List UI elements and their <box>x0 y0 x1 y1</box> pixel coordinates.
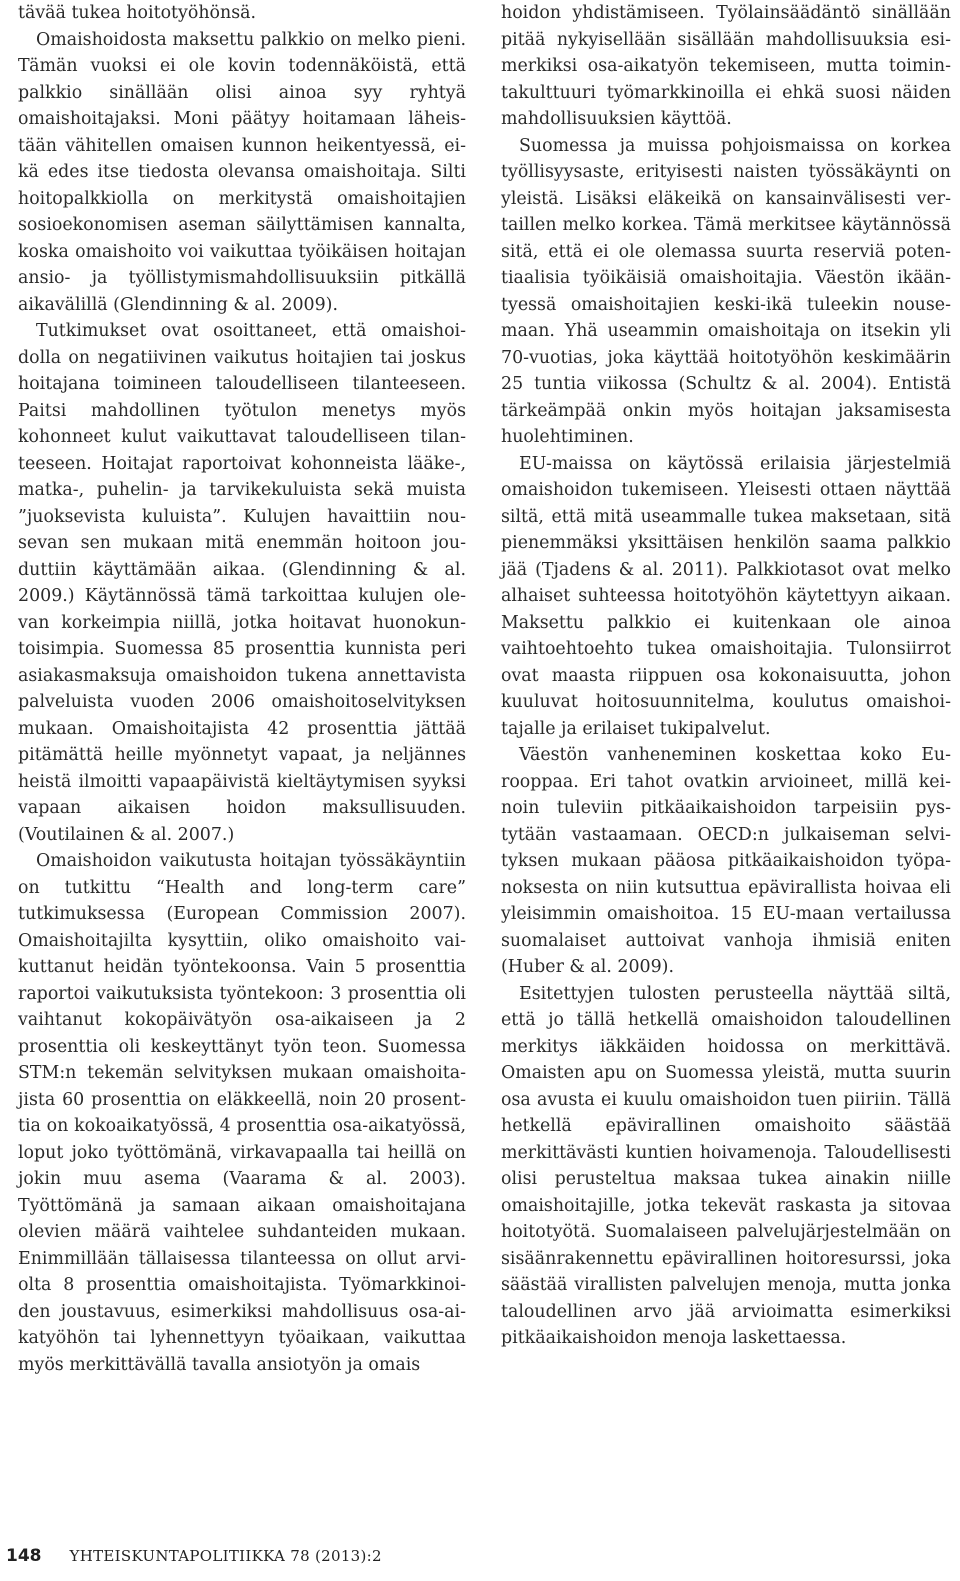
left-text-column <box>18 0 466 1378</box>
paragraph-continuation: tävää tukea hoitotyöhönsä. <box>18 3 257 23</box>
page-footer <box>6 1546 382 1572</box>
paragraph-population-ageing: Väestön vanheneminen koskettaa koko Eurooppaa. Eri tahot ovatkin arvioineet, millä keinoin tuleviin pitkäaikaishoidon tarpeisiin pystytään vastaamaan. OECD:n julkaiseman selvityksen mukaan pääosa pitkäaikaishoidon työpanoksesta on niin kutsuttua epävirallista hoivaa eli yleisimmin omaishoitoa. 15 EU-maan vertailussa suomalaiset auttoivat vanhoja ihmisiä eniten (Huber & al. 2009). <box>501 745 951 977</box>
page-number: 148 <box>6 1546 42 1566</box>
paragraph-economic-effects: Tutkimukset ovat osoittaneet, että omaishoidolla on negatiivinen vaikutus hoitajien tai joskus hoitajana toimineen taloudelliseen tilanteeseen. Paitsi mahdollinen työtulon menetys myös kohonneet kulut vaikuttavat taloudelliseen tilanteeseen. Hoitajat raportoivat kohonneista lääke-, matka-, puhelin- ja tarvikekuluista sekä muista ”juoksevista kuluista”. Kulujen havaittiin nousevan sen mukaan mitä enemmän hoitoon jouduttiin käyttämään aikaa. (Glendinning & al. 2009.) Käytännössä tämä tarkoittaa kulujen olevan korkeimpia niillä, jotka hoitavat huonokuntoisimpia. Suomessa 85 prosenttia kunnista peri asiakasmaksuja omaishoidon tukena annettavista palveluista vuoden 2006 omaishoitoselvityksen mukaan. Omaishoitajista 42 prosenttia jättää pitämättä heille myönnetyt vapaat, ja neljännes heistä ilmoitti vapaapäivistä kieltäytymisen syyksi vapaan aikaisen hoidon maksullisuuden. (Voutilainen & al. 2007.) <box>18 321 466 845</box>
paragraph-eu-systems: EU-maissa on käytössä erilaisia järjestelmiä omaishoidon tukemiseen. Yleisesti ottaen näyttää siltä, että mitä useammalle tukea maksetaan, sitä pienemmäksi yksittäisen henkilön saama palkkio jää (Tjadens & al. 2011). Palkkiotasot ovat melko alhaiset suhteessa hoitotyöhön käytettyyn aikaan. Maksettu palkkio ei kuitenkaan ole ainoa vaihtoehtoehto tukea omaishoitajia. Tulonsiirrot ovat maasta riippuen osa kokonaisuutta, johon kuuluvat hoitosuunnitelma, koulutus omaishoitajalle ja erilaiset tukipalvelut. <box>501 453 951 739</box>
journal-running-title: YHTEISKUNTAPOLITIIKKA 78 (2013):2 <box>69 1547 382 1565</box>
paragraph-employment-rate: Suomessa ja muissa pohjoismaissa on korkea työllisyysaste, erityisesti naisten työssäkäynti on yleistä. Lisäksi eläkeikä on kansainvälisesti vertaillen melko korkea. Tämä merkitsee käytännössä sitä, että ei ole olemassa suurta reserviä potentiaalisia työikäisiä omaishoitajia. Väestön ikääntyessä omaishoitajien keski-ikä tuleekin nousemaan. Yhä useammin omaishoitaja on itsekin yli 70-vuotias, joka käyttää hoitotyöhön keskimäärin 25 tuntia viikossa (Schultz & al. 2004). Entistä tärkeämpää onkin myös hoitajan jaksamisesta huolehtiminen. <box>501 135 951 447</box>
paragraph-employment-effects: Omaishoidon vaikutusta hoitajan työssäkäyntiin on tutkittu “Health and long-term care” tutkimuksessa (European Commission 2007). Omaishoitajilta kysyttiin, oliko omaishoito vaikuttanut heidän työntekoonsa. Vain 5 prosenttia raportoi vaikutuksista työntekoon: 3 prosenttia oli vaihtanut kokopäivätyön osa-aikaiseen ja 2 prosenttia oli keskeyttänyt työn teon. Suomessa STM:n tekemän selvityksen mukaan omaishoitajista 60 prosenttia on eläkkeellä, noin 20 prosenttia on kokoaikatyössä, 4 prosenttia osa-aikatyössä, loput joko työttömänä, virkavapaalla tai heillä on jokin muu asema (Vaarama & al. 2003). Työttömänä ja samaan aikaan omaishoitajana olevien määrä vaihtelee suhdanteiden mukaan. Enimmillään tällaisessa tilanteessa on ollut arviolta 8 prosenttia omaishoitajista. Työmarkkinoiden joustavuus, esimerkiksi mahdollisuus osa-aikatyöhön tai lyhennettyyn työaikaan, vaikuttaa myös merkittävällä tavalla ansiotyön ja omais <box>18 851 466 1375</box>
right-text-column <box>501 0 951 1352</box>
paragraph-caregiver-pay: Omaishoidosta maksettu palkkio on melko pieni. Tämän vuoksi ei ole kovin todennäköistä, että palkkio sinällään olisi ainoa syy ryhtyä omaishoitajaksi. Moni päätyy hoitamaan läheistään vähitellen omaisen kunnon heikentyessä, eikä edes itse tiedosta olevansa omaishoitaja. Silti hoitopalkkiolla on merkitystä omaishoitajien sosioekonomisen aseman säilyttämisen kannalta, koska omaishoito voi vaikuttaa työikäisen hoitajan ansio- ja työllistymismahdollisuuksiin pitkällä aikavälillä (Glendinning & al. 2009). <box>18 29 466 315</box>
paragraph-conclusion: Esitettyjen tulosten perusteella näyttää siltä, että jo tällä hetkellä omaishoidon taloudellinen merkitys iäkkäiden hoidossa on merkittävä. Omaisten apu on Suomessa yleistä, mutta suurin osa avusta ei kuulu omaishoidon tuen piiriin. Tällä hetkellä epävirallinen omaishoito säästää merkittävästi kuntien hoivamenoja. Taloudellisesti olisi perusteltua maksaa tukea ainakin niille omaishoitajille, jotka tekevät raskasta ja sitovaa hoitotyötä. Suomalaiseen palvelujärjestelmään on sisäänrakennettu epävirallinen hoitoresurssi, joka säästää virallisten palvelujen menoja, mutta jonka taloudellinen arvo jää arvioimatta esimerkiksi pitkäaikaishoidon menoja laskettaessa. <box>501 983 951 1348</box>
paragraph-continuation-right: hoidon yhdistämiseen. Työlainsäädäntö sinällään pitää nykyisellään sisällään mahdollisuuksia esimerkiksi osa-aikatyön tekemiseen, mutta toimintakulttuuri työmarkkinoilla ei ehkä suosi näiden mahdollisuuksien käyttöä. <box>501 3 951 129</box>
